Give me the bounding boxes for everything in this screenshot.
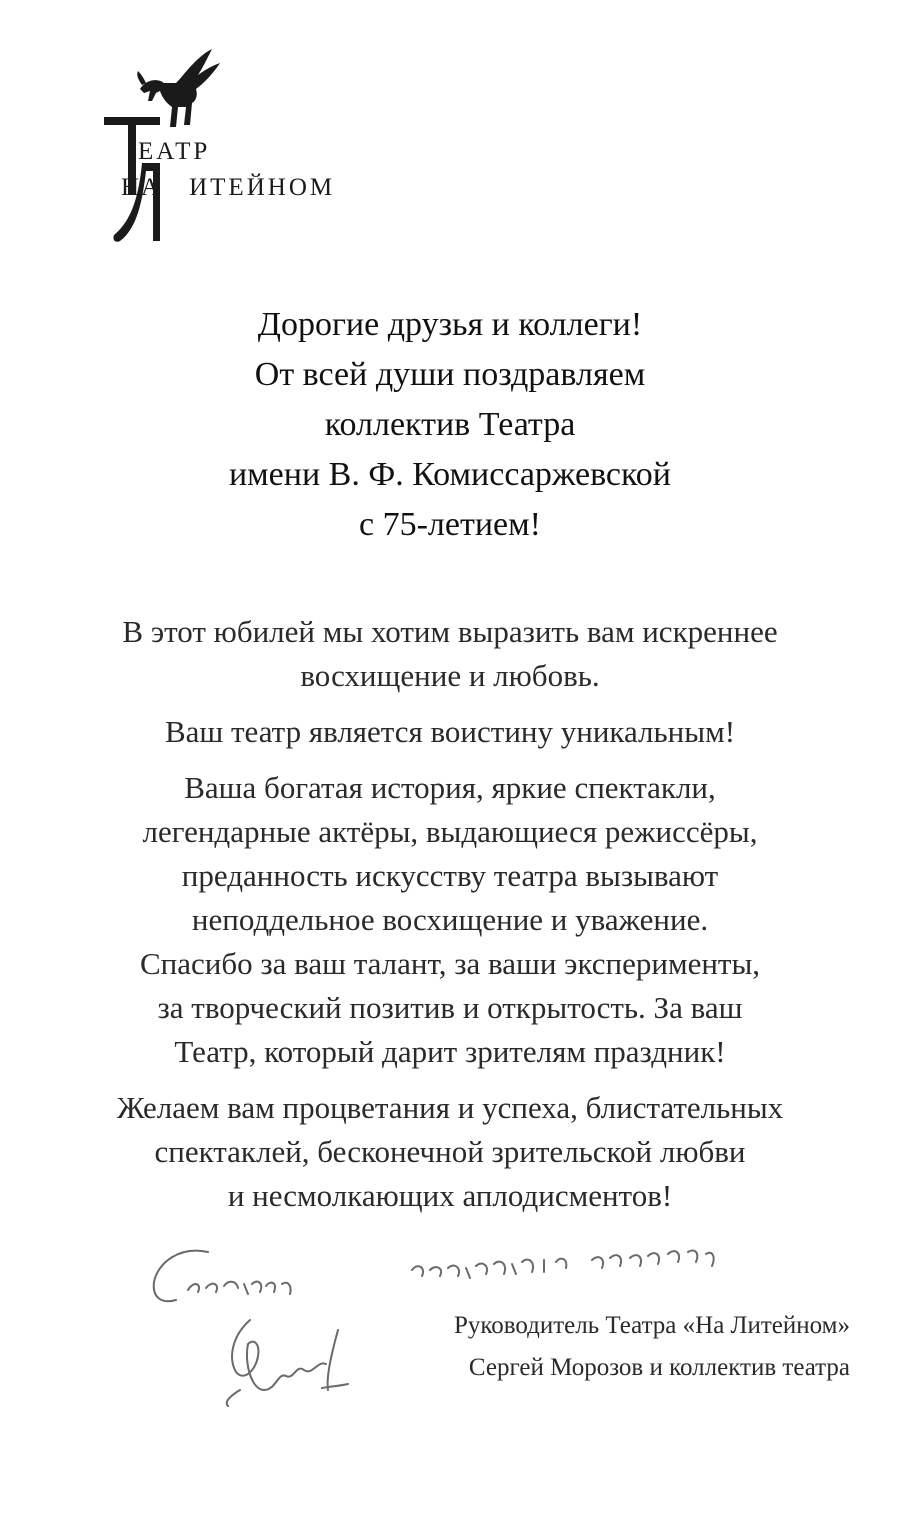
body-line: за творческий позитив и открытость. За ваш <box>157 990 743 1025</box>
greeting-line: От всей души поздравляем <box>254 356 646 393</box>
paragraph-3 <box>0 766 900 1074</box>
letter-body <box>0 610 900 1230</box>
body-line: Ваша богатая история, яркие спектакли, <box>184 770 716 805</box>
body-line: неподдельное восхищение и уважение. <box>191 902 709 937</box>
greeting-line: Дорогие друзья и коллеги! <box>257 306 643 343</box>
greeting-line: коллектив Театра <box>324 406 576 443</box>
greeting-block <box>0 300 900 550</box>
paragraph-1 <box>0 610 900 698</box>
body-line: Ваш театр является воистину уникальным! <box>164 714 736 749</box>
logo-text-bottom <box>121 174 335 202</box>
body-line: и несмолкающих аплодисментов! <box>227 1178 673 1213</box>
body-line: Театр, который дарит зрителям праздник! <box>174 1034 726 1069</box>
sender-name: Сергей Морозов и коллектив театра <box>468 1354 850 1381</box>
greeting-line: с 75-летием! <box>359 506 541 543</box>
theatre-logo <box>80 45 340 255</box>
body-line: В этот юбилей мы хотим выразить вам искреннее <box>122 614 778 649</box>
logo-text-top: ЕАТР <box>138 138 211 165</box>
greeting-line: имени В. Ф. Комиссаржевской <box>228 456 672 493</box>
body-line: преданность искусству театра вызывают <box>181 858 719 893</box>
paragraph-4 <box>0 1086 900 1218</box>
body-line: Спасибо за ваш талант, за ваши эксперименты, <box>139 946 761 981</box>
body-line: восхищение и любовь. <box>300 658 600 693</box>
logo-text-prefix: НА <box>121 174 162 201</box>
body-line: спектаклей, бесконечной зрительской любви <box>154 1134 746 1169</box>
body-line: легендарные актёры, выдающиеся режиссёры, <box>142 814 758 849</box>
body-line: Желаем вам процветания и успеха, блистательных <box>116 1090 784 1125</box>
logo-text-main: ИТЕЙНОМ <box>189 174 336 201</box>
sender-block <box>454 1305 850 1389</box>
sender-title: Руководитель Театра «На Литейном» <box>453 1312 850 1339</box>
paragraph-2 <box>0 710 900 754</box>
